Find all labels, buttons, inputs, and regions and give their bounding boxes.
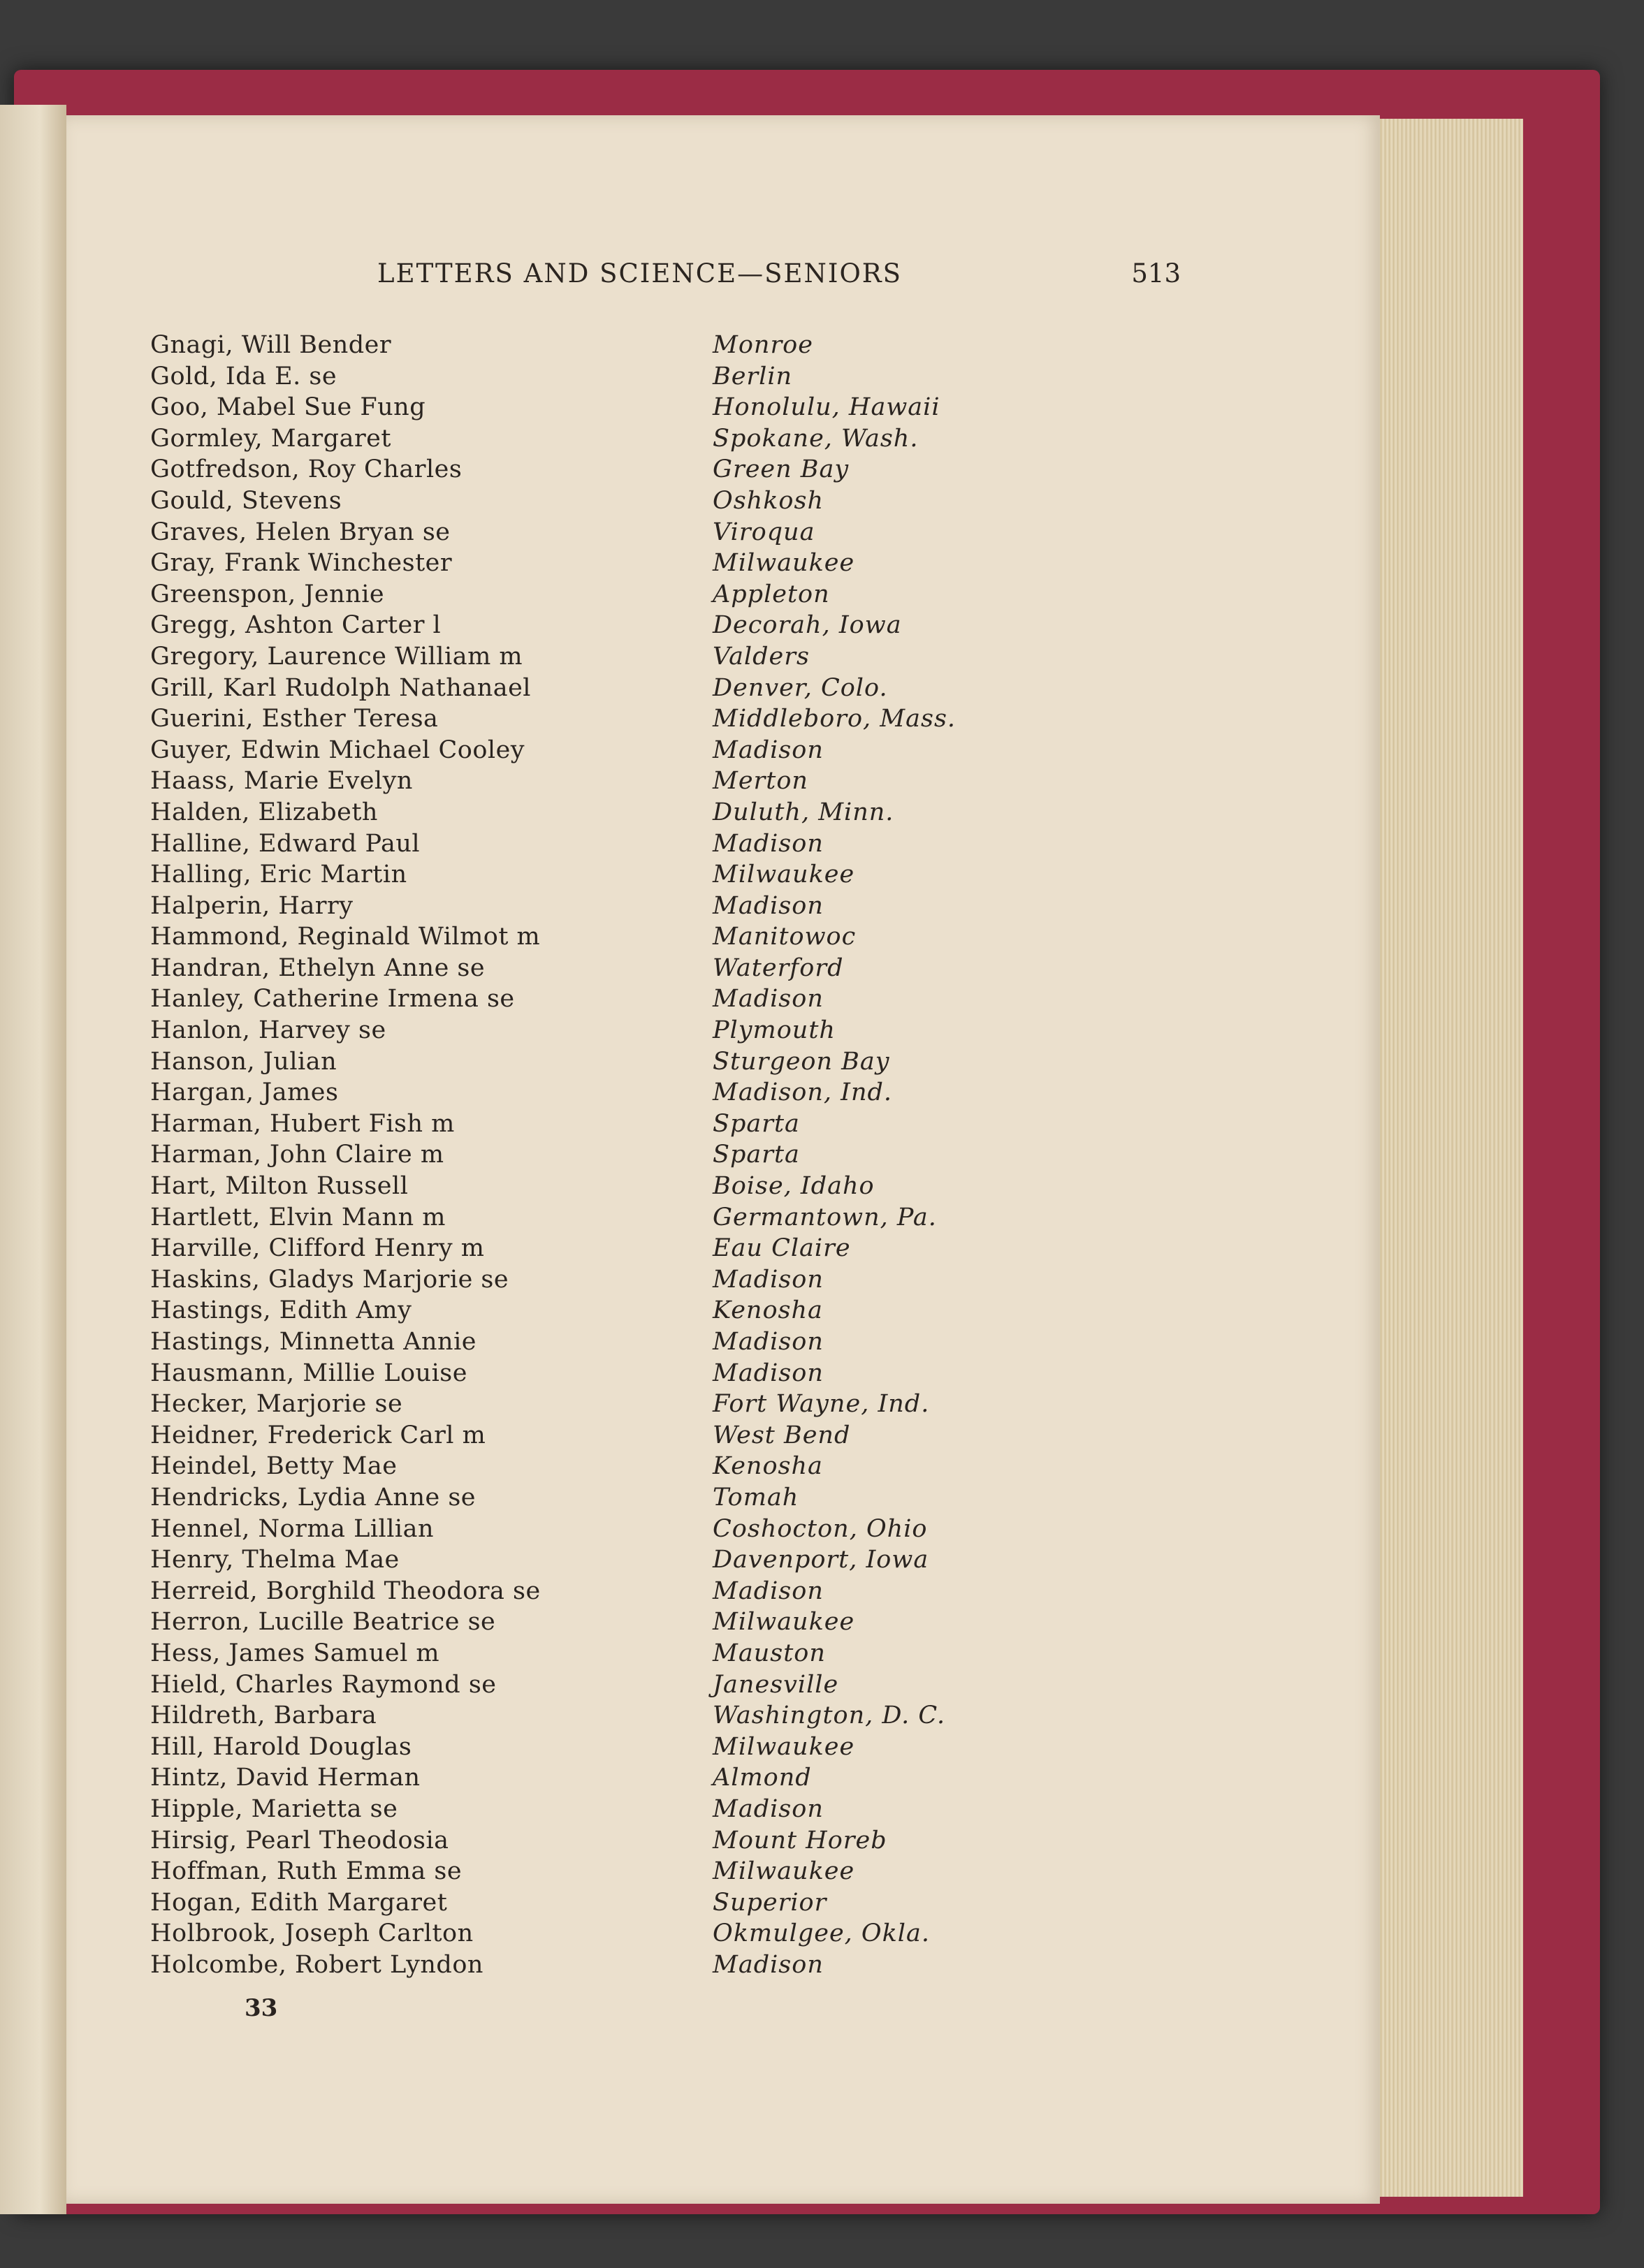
list-item [150,1700,989,1732]
student-hometown: Madison [713,1328,824,1356]
student-name: Gregg, Ashton Carter l [150,611,442,640]
student-name: Hanlon, Harvey se [150,1016,386,1045]
list-item [150,1514,989,1545]
list-item [150,1762,989,1794]
list-item [150,797,989,828]
student-hometown: Berlin [713,362,793,390]
student-hometown: Tomah [713,1483,799,1512]
student-hometown: Coshocton, Ohio [713,1514,928,1543]
student-hometown: Madison [713,1265,824,1294]
list-item [150,548,989,579]
student-hometown: Janesville [713,1670,839,1699]
list-item [150,330,989,361]
list-item [150,1233,989,1264]
student-name: Hoffman, Ruth Emma se [150,1857,463,1886]
list-item [150,1358,989,1389]
bleed-through-text [0,105,66,2151]
list-item [150,1856,989,1887]
student-hometown: Mount Horeb [713,1826,887,1854]
senior-list [150,330,989,1980]
student-hometown: Sparta [713,1141,800,1169]
student-hometown: Eau Claire [713,1234,851,1263]
student-hometown: Green Bay [713,455,850,484]
student-name: Grill, Karl Rudolph Nathanael [150,673,532,702]
student-hometown: Madison [713,829,824,858]
student-hometown: Sturgeon Bay [713,1047,890,1076]
list-item [150,1389,989,1420]
student-hometown: Middleboro, Mass. [713,705,956,733]
student-name: Guerini, Esther Teresa [150,705,439,733]
list-item [150,1264,989,1296]
student-name: Hennel, Norma Lillian [150,1514,435,1543]
student-name: Heidner, Frederick Carl m [150,1421,486,1449]
student-name: Holcombe, Robert Lyndon [150,1950,483,1979]
student-hometown: Fort Wayne, Ind. [713,1390,930,1419]
student-name: Hausmann, Millie Louise [150,1359,467,1387]
student-hometown: Appleton [713,580,830,608]
signature-mark: 33 [245,1994,278,2022]
student-hometown: Manitowoc [713,923,857,951]
student-hometown: Okmulgee, Okla. [713,1919,930,1948]
list-item [150,1732,989,1763]
student-hometown: Milwaukee [713,1608,855,1637]
student-hometown: Spokane, Wash. [713,424,919,453]
facing-page-edge [0,105,66,2214]
student-hometown: Kenosha [713,1452,823,1481]
student-name: Gray, Frank Winchester [150,549,453,578]
list-item [150,891,989,922]
student-hometown: Monroe [713,331,813,359]
student-hometown: Madison [713,1950,824,1979]
student-hometown: Washington, D. C. [713,1702,946,1730]
list-item [150,517,989,548]
student-hometown: Duluth, Minn. [713,798,894,826]
student-name: Hendricks, Lydia Anne se [150,1483,476,1512]
student-name: Harman, Hubert Fish m [150,1109,455,1138]
student-hometown: Denver, Colo. [713,673,888,702]
student-name: Hildreth, Barbara [150,1702,377,1730]
student-name: Hess, James Samuel m [150,1639,440,1667]
student-hometown: Boise, Idaho [713,1172,875,1201]
student-hometown: Madison [713,1359,824,1387]
student-hometown: Milwaukee [713,1857,855,1886]
list-item [150,1544,989,1576]
list-item [150,1638,989,1669]
list-item [150,579,989,610]
student-name: Gregory, Laurence William m [150,642,523,671]
list-item [150,423,989,455]
student-hometown: Madison, Ind. [713,1078,893,1107]
student-name: Hart, Milton Russell [150,1172,409,1201]
student-name: Hintz, David Herman [150,1764,421,1792]
student-name: Hanson, Julian [150,1047,337,1076]
student-hometown: Plymouth [713,1016,836,1045]
student-hometown: Madison [713,1794,824,1823]
student-name: Goo, Mabel Sue Fung [150,393,426,422]
student-hometown: West Bend [713,1421,851,1449]
list-item [150,1077,989,1109]
list-item [150,454,989,485]
list-item [150,1607,989,1638]
student-name: Gotfredson, Roy Charles [150,455,463,484]
student-hometown: Madison [713,1576,824,1605]
list-item [150,1825,989,1857]
student-name: Hirsig, Pearl Theodosia [150,1826,449,1854]
list-item [150,1949,989,1981]
student-hometown: Viroqua [713,518,815,546]
list-item [150,1420,989,1451]
student-name: Herreid, Borghild Theodora se [150,1576,541,1605]
list-item [150,1482,989,1514]
student-name: Hipple, Marietta se [150,1794,398,1823]
list-item [150,766,989,797]
student-hometown: Milwaukee [713,1732,855,1761]
student-hometown: Davenport, Iowa [713,1546,929,1574]
student-name: Hastings, Edith Amy [150,1296,412,1325]
student-name: Hargan, James [150,1078,339,1107]
list-item [150,703,989,735]
student-name: Hield, Charles Raymond se [150,1670,497,1699]
student-name: Hanley, Catherine Irmena se [150,985,515,1014]
list-item [150,1918,989,1949]
student-name: Herron, Lucille Beatrice se [150,1608,496,1637]
list-item [150,859,989,891]
list-item [150,361,989,393]
running-title: LETTERS AND SCIENCE—SENIORS [377,258,902,288]
student-hometown: Germantown, Pa. [713,1203,937,1231]
list-item [150,828,989,860]
student-hometown: Madison [713,985,824,1014]
student-name: Handran, Ethelyn Anne se [150,953,486,982]
list-item [150,610,989,641]
list-item [150,1451,989,1482]
list-item [150,735,989,766]
student-hometown: Waterford [713,953,844,982]
list-item [150,1794,989,1825]
student-name: Hammond, Reginald Wilmot m [150,923,541,951]
list-item [150,1295,989,1326]
student-name: Halden, Elizabeth [150,798,378,826]
student-hometown: Decorah, Iowa [713,611,902,640]
student-name: Haskins, Gladys Marjorie se [150,1265,509,1294]
student-name: Henry, Thelma Mae [150,1546,400,1574]
student-name: Gold, Ida E. se [150,362,337,390]
list-item [150,485,989,517]
student-hometown: Honolulu, Hawaii [713,393,940,422]
student-name: Holbrook, Joseph Carlton [150,1919,474,1948]
student-name: Halline, Edward Paul [150,829,421,858]
list-item [150,1202,989,1234]
list-item [150,1326,989,1358]
student-hometown: Almond [713,1764,812,1792]
student-name: Heindel, Betty Mae [150,1452,398,1481]
list-item [150,1171,989,1202]
student-name: Harman, John Claire m [150,1141,444,1169]
student-name: Haass, Marie Evelyn [150,767,413,796]
student-name: Greenspon, Jennie [150,580,385,608]
student-name: Halperin, Harry [150,891,354,920]
student-name: Halling, Eric Martin [150,861,407,889]
student-name: Graves, Helen Bryan se [150,518,451,546]
student-name: Guyer, Edwin Michael Cooley [150,736,525,764]
list-item [150,1887,989,1919]
student-hometown: Milwaukee [713,549,855,578]
student-hometown: Milwaukee [713,861,855,889]
student-name: Gormley, Margaret [150,424,391,453]
list-item [150,953,989,984]
student-name: Hogan, Edith Margaret [150,1888,448,1917]
list-item [150,1046,989,1078]
list-item [150,921,989,953]
list-item [150,983,989,1015]
list-item [150,1576,989,1607]
student-name: Hartlett, Elvin Mann m [150,1203,446,1231]
student-name: Gnagi, Will Bender [150,331,392,359]
student-hometown: Oshkosh [713,486,824,515]
student-hometown: Valders [713,642,810,671]
list-item [150,1015,989,1046]
student-hometown: Madison [713,891,824,920]
student-hometown: Madison [713,736,824,764]
student-hometown: Superior [713,1888,827,1917]
list-item [150,392,989,423]
student-name: Harville, Clifford Henry m [150,1234,485,1263]
student-hometown: Merton [713,767,808,796]
student-name: Hecker, Marjorie se [150,1390,403,1419]
list-item [150,1669,989,1701]
student-hometown: Sparta [713,1109,800,1138]
page-edges [1373,119,1523,2197]
student-name: Hill, Harold Douglas [150,1732,412,1761]
list-item [150,641,989,673]
list-item [150,673,989,704]
list-item [150,1109,989,1140]
student-name: Hastings, Minnetta Annie [150,1328,477,1356]
student-name: Gould, Stevens [150,486,342,515]
student-hometown: Mauston [713,1639,826,1667]
student-hometown: Kenosha [713,1296,823,1325]
list-item [150,1139,989,1171]
page-number: 513 [1131,258,1181,288]
